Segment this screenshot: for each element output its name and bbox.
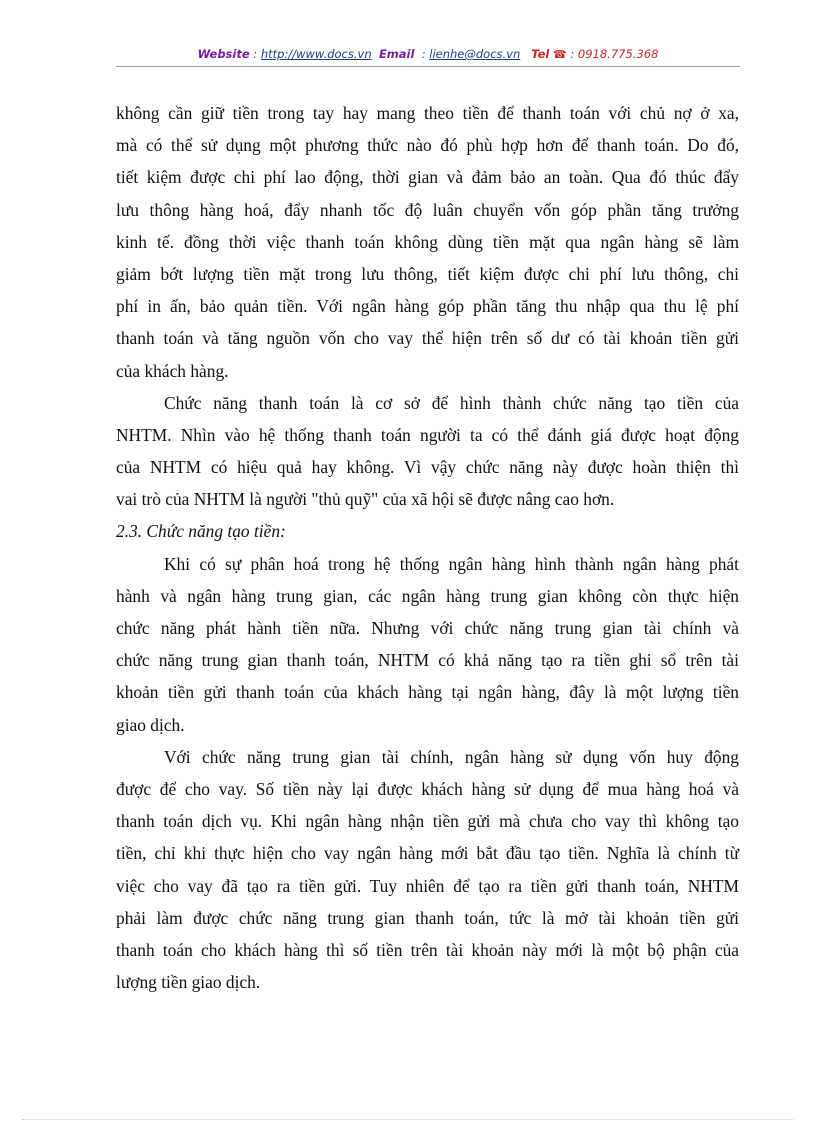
text-line: tiền, chỉ khi thực hiện cho vay ngân hàng mới bắt đầu tạo tiền. Nghĩa là chính từ xyxy=(116,843,739,864)
page-bottom-divider xyxy=(22,1119,794,1120)
text-line: giao dịch. xyxy=(116,714,185,735)
header-colon: : xyxy=(414,47,430,61)
text-line: thanh toán cho khách hàng thì số tiền trên tài khoản này mới là một bộ phận của xyxy=(116,939,739,960)
text-line: mà có thể sử dụng một phương thức nào đó phù hợp hơn để thanh toán. Do đó, xyxy=(116,135,739,156)
text-line: thanh toán dịch vụ. Khi ngân hàng nhận tiền gửi mà chưa cho vay thì không tạo xyxy=(116,811,739,832)
text-line: vai trò của NHTM là người "thủ quỹ" của xã hội sẽ được nâng cao hơn. xyxy=(116,489,615,510)
website-label: Website xyxy=(197,47,250,61)
text-line: không cần giữ tiền trong tay hay mang theo tiền để thanh toán với chủ nợ ở xa, xyxy=(116,103,739,123)
text-line: thanh toán và tăng nguồn vốn cho vay thể hiện trên số dư có tài khoản tiền gửi xyxy=(116,328,739,349)
phone-number: 0918.775.368 xyxy=(577,47,659,61)
text-line: NHTM. Nhìn vào hệ thống thanh toán người ta có thể đánh giá được hoạt động xyxy=(116,424,739,445)
text-line: chức năng phát hành tiền nữa. Nhưng với chức năng trung gian tài chính và xyxy=(116,618,739,638)
text-line: lượng tiền giao dịch. xyxy=(116,972,261,993)
text-line: khoản tiền gửi thanh toán của khách hàng tại ngân hàng, đây là một lượng tiền xyxy=(116,682,739,703)
text-line: phí in ấn, bảo quản tiền. Với ngân hàng góp phần tăng thu nhập qua thu lệ phí xyxy=(116,296,739,317)
text-line: tiết kiệm được chi phí lao động, thời gian và đảm bảo an toàn. Qua đó thúc đẩy xyxy=(116,167,739,188)
header-spacer xyxy=(520,47,531,61)
text-line: kinh tế. đồng thời việc thanh toán không dùng tiền mặt qua ngân hàng sẽ làm xyxy=(116,231,739,252)
text-line: Với chức năng trung gian tài chính, ngân hàng sử dụng vốn huy động xyxy=(164,746,739,767)
text-line: việc cho vay đã tạo ra tiền gửi. Tuy nhiên để tạo ra tiền gửi thanh toán, NHTM xyxy=(116,875,739,896)
website-link[interactable]: http://www.docs.vn xyxy=(260,47,372,61)
text-line: được để cho vay. Số tiền này lại được khách hàng sử dụng để mua hàng hoá và xyxy=(116,778,739,799)
phone-icon: ☎ xyxy=(553,48,567,61)
text-line: của khách hàng. xyxy=(116,360,229,381)
text-line: Khi có sự phân hoá trong hệ thống ngân hàng hình thành ngân hàng phát xyxy=(164,553,739,574)
email-label: Email xyxy=(378,47,415,61)
text-line: của NHTM có hiệu quả hay không. Vì vậy chức năng này được hoàn thiện thì xyxy=(116,457,739,478)
tel-label: Tel xyxy=(531,47,550,61)
text-line: lưu thông hàng hoá, đẩy nhanh tốc độ luân chuyển vốn góp phần tăng trưởng xyxy=(116,199,739,220)
text-line: Chức năng thanh toán là cơ sở để hình thành chức năng tạo tiền của xyxy=(164,392,739,413)
page-header xyxy=(116,47,740,67)
text-line: giảm bớt lượng tiền mặt trong lưu thông, tiết kiệm được chi phí lưu thông, chi xyxy=(116,263,739,284)
email-link[interactable]: lienhe@docs.vn xyxy=(429,47,521,61)
text-line: chức năng trung gian thanh toán, NHTM có khả năng tạo ra tiền ghi sổ trên tài xyxy=(116,650,739,671)
header-colon: : xyxy=(249,47,261,61)
header-colon: : xyxy=(566,47,578,61)
section-heading: 2.3. Chức năng tạo tiền: xyxy=(116,521,286,542)
text-line: phải làm được chức năng trung gian thanh toán, tức là mở tài khoản tiền gửi xyxy=(116,907,739,928)
header-spacer xyxy=(372,47,379,61)
header-divider xyxy=(116,66,740,67)
text-line: hành và ngân hàng trung gian, các ngân hàng trung gian không còn thực hiện xyxy=(116,585,739,606)
document-body xyxy=(116,97,739,998)
